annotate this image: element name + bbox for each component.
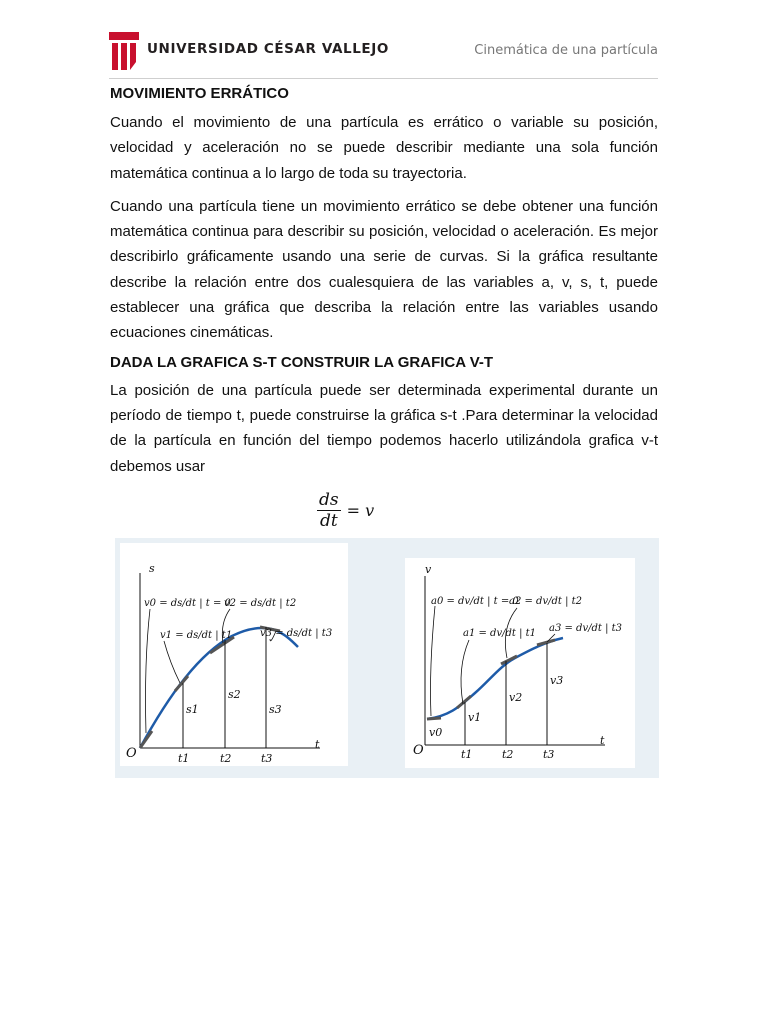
st-annotation-v3: v3 = ds/dt | t3	[260, 628, 333, 639]
vt-x-label: t	[600, 734, 605, 747]
st-leader-v0	[146, 609, 151, 733]
st-ordinate-s3: s3	[269, 703, 282, 716]
st-tick-t3: t3	[261, 752, 273, 765]
st-annotation-v1: v1 = ds/dt | t1	[160, 630, 233, 641]
st-vt-figure	[115, 538, 659, 778]
st-annotation-v2: v2 = ds/dt | t2	[224, 598, 297, 609]
st-tick-t1: t1	[178, 752, 190, 765]
formula-numerator: ds	[319, 490, 339, 510]
st-graph-panel	[120, 543, 348, 766]
section-heading-st-vt: DADA LA GRAFICA S-T CONSTRUIR LA GRAFICA V-T	[110, 353, 494, 371]
vt-graph	[405, 558, 635, 768]
st-tangent-0	[140, 731, 152, 748]
section-heading-erratic-motion: MOVIMIENTO ERRÁTICO	[110, 85, 289, 102]
st-x-label: t	[315, 738, 320, 751]
vt-origin-label: O	[413, 743, 424, 758]
page-title: Cinemática de una partícula	[474, 43, 658, 58]
vt-leader-a0	[431, 606, 436, 716]
vt-ordinate-v2: v2	[509, 691, 523, 704]
paragraph-2: Cuando una partícula tiene un movimiento errático se debe obtener una función matemática continua para describir su posición, velocidad o aceleración. Es mejor describirlo gráficamente usando una serie de curvas. Si la gráfica resultante describe la relación entre dos cualesquiera de las variables a, v, s, t, puede establecer una gráfica que describa la relación entre las variables usando ecuaciones cinemáticas.	[110, 197, 658, 342]
vt-y-label: v	[425, 563, 432, 576]
vt-ordinate-v1: v1	[468, 711, 482, 724]
university-name: UNIVERSIDAD CÉSAR VALLEJO	[147, 41, 389, 57]
formula-denominator: dt	[319, 511, 338, 531]
vt-tick-t2: t2	[502, 748, 514, 761]
st-annotation-v0: v0 = ds/dt | t = 0	[144, 598, 231, 609]
vt-graph-panel	[405, 558, 635, 768]
formula-rhs: = v	[346, 501, 375, 520]
page-header	[0, 0, 768, 80]
vt-tangent-0	[427, 718, 441, 719]
paragraph-1: Cuando el movimiento de una partícula es errático o variable su posición, velocidad y aceleración no se puede describir mediante una sola función matemática continua a lo largo de toda su trayectoria.	[110, 114, 658, 182]
vt-leader-a1	[461, 640, 469, 704]
vt-annotation-a1: a1 = dv/dt | t1	[463, 628, 537, 639]
vt-annotation-a0: a0 = dv/dt | t = 0	[431, 596, 519, 607]
vt-tick-t1: t1	[461, 748, 473, 761]
formula-fraction	[317, 490, 341, 531]
header-divider	[109, 78, 658, 79]
paragraph-3: La posición de una partícula puede ser determinada experimental durante un período de tiempo t, puede construirse la gráfica s-t .Para determinar la velocidad de la partícula en función del tiempo podemos hacerlo utilizándola grafica v-t debemos usar	[110, 381, 658, 475]
university-logo-icon	[109, 32, 139, 70]
document-body	[110, 84, 658, 479]
vt-ordinate-v0: v0	[429, 726, 443, 739]
vt-ordinate-v3: v3	[550, 674, 564, 687]
st-leader-v1	[164, 641, 180, 683]
st-tick-t2: t2	[220, 752, 232, 765]
vt-tick-t3: t3	[543, 748, 555, 761]
st-origin-label: O	[126, 746, 137, 761]
vt-annotation-a2: a2 = dv/dt | t2	[509, 596, 583, 607]
st-graph	[120, 543, 348, 766]
st-y-label: s	[149, 562, 155, 575]
vt-curve	[427, 638, 563, 719]
velocity-formula	[317, 490, 374, 531]
vt-tangent-1	[457, 696, 471, 708]
vt-annotation-a3: a3 = dv/dt | t3	[549, 623, 623, 634]
st-ordinate-s1: s1	[186, 703, 199, 716]
st-ordinate-s2: s2	[228, 688, 241, 701]
st-tangent-1	[175, 676, 188, 691]
